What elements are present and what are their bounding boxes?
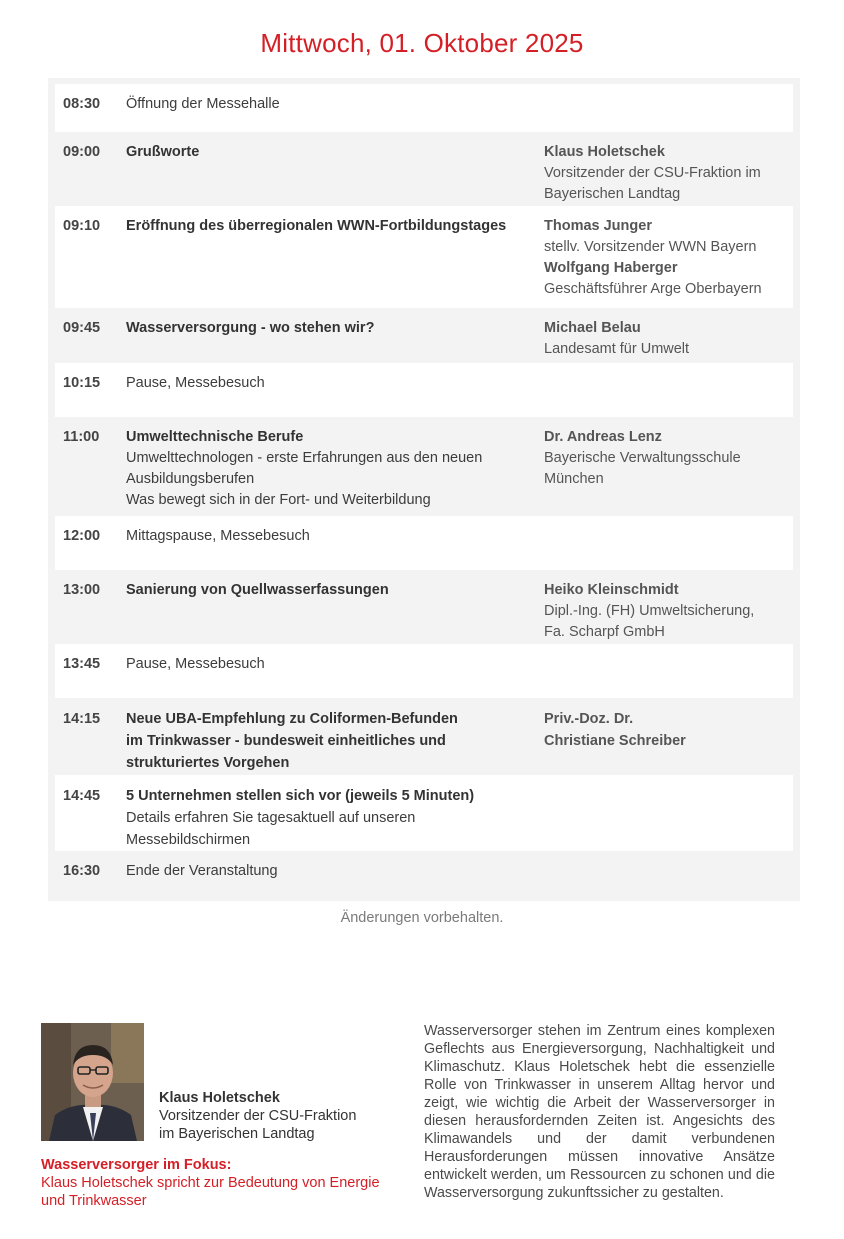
- person-role: im Bayerischen Landtag: [159, 1126, 315, 1142]
- topic-line: Ausbildungsberufen: [126, 471, 255, 487]
- row-time: 09:00: [63, 144, 101, 160]
- topic-line: Wasserversorgung - wo stehen wir?: [126, 320, 375, 336]
- row-time: 14:45: [63, 788, 101, 804]
- row-topic: [126, 708, 544, 775]
- focus-caption: [41, 1156, 401, 1210]
- topic-line: Umwelttechnologen - erste Erfahrungen aus den neuen: [126, 450, 483, 466]
- topic-line: Pause, Messebesuch: [126, 656, 265, 672]
- table-row: [55, 363, 793, 417]
- row-topic: [126, 526, 544, 570]
- row-topic: [126, 861, 544, 895]
- speaker-role: Dipl.-Ing. (FH) Umweltsicherung,: [544, 603, 755, 619]
- row-topic: [126, 654, 544, 698]
- row-speaker: [544, 216, 793, 308]
- topic-line: Öffnung der Messehalle: [126, 96, 280, 112]
- table-row: [55, 132, 793, 206]
- row-topic: [126, 318, 544, 363]
- table-row: [55, 516, 793, 570]
- topic-line: im Trinkwasser - bundesweit einheitliches und: [126, 733, 446, 749]
- table-row: [55, 775, 793, 851]
- speaker-role: München: [544, 471, 604, 487]
- table-row: [55, 851, 793, 895]
- focus-heading: Wasserversorger im Fokus:: [41, 1157, 232, 1173]
- table-row: [55, 206, 793, 308]
- row-topic: [126, 142, 544, 206]
- row-speaker: [544, 142, 793, 206]
- row-time: 16:30: [63, 863, 101, 879]
- topic-line: 5 Unternehmen stellen sich vor (jeweils 5 Minuten): [126, 788, 475, 804]
- row-speaker: [544, 580, 793, 644]
- speaker-role: Vorsitzender der CSU-Fraktion im: [544, 165, 761, 181]
- speaker-role: Fa. Scharpf GmbH: [544, 624, 665, 640]
- topic-line: Pause, Messebesuch: [126, 375, 265, 391]
- speaker-name: Klaus Holetschek: [544, 144, 665, 160]
- row-speaker: [544, 861, 793, 895]
- speaker-name: Thomas Junger: [544, 218, 652, 234]
- person-role: Vorsitzender der CSU-Fraktion: [159, 1108, 357, 1124]
- row-speaker: [544, 708, 793, 775]
- page-title: Mittwoch, 01. Oktober 2025: [260, 28, 584, 58]
- row-time: 09:10: [63, 218, 101, 234]
- row-topic: [126, 94, 544, 132]
- person-name: Klaus Holetschek: [159, 1090, 280, 1106]
- table-row: [55, 84, 793, 132]
- topic-line: Messebildschirmen: [126, 832, 251, 848]
- speaker-name: Dr. Andreas Lenz: [544, 429, 662, 445]
- topic-line: Mittagspause, Messebesuch: [126, 528, 310, 544]
- portrait-photo: [41, 1023, 144, 1141]
- row-speaker: [544, 526, 793, 570]
- topic-line: Umwelttechnische Berufe: [126, 429, 304, 445]
- speaker-role: Landesamt für Umwelt: [544, 341, 690, 357]
- row-time: 08:30: [63, 96, 101, 112]
- row-time: 13:45: [63, 656, 101, 672]
- speaker-role: Bayerische Verwaltungsschule: [544, 450, 741, 466]
- table-row: [55, 698, 793, 775]
- row-speaker: [544, 94, 793, 132]
- row-time: 14:15: [63, 711, 101, 727]
- topic-line: Ende der Veranstaltung: [126, 863, 278, 879]
- row-topic: [126, 785, 566, 851]
- topic-line: Sanierung von Quellwasserfassungen: [126, 582, 389, 598]
- speaker-role: Bayerischen Landtag: [544, 186, 681, 202]
- topic-line: strukturiertes Vorgehen: [126, 755, 290, 771]
- topic-line: Grußworte: [126, 144, 200, 160]
- table-row: [55, 308, 793, 363]
- row-topic: [126, 427, 544, 516]
- person-caption: [159, 1089, 356, 1143]
- row-time: 12:00: [63, 528, 101, 544]
- table-row: [55, 417, 793, 516]
- speaker-name: Wolfgang Haberger: [544, 260, 678, 276]
- row-time: 10:15: [63, 375, 101, 391]
- table-row: [55, 570, 793, 644]
- row-speaker: [544, 318, 793, 363]
- row-speaker: [544, 654, 793, 698]
- speaker-name: Priv.-Doz. Dr.: [544, 711, 634, 727]
- speaker-role: Geschäftsführer Arge Oberbayern: [544, 281, 762, 297]
- focus-text: Klaus Holetschek spricht zur Bedeutung von Energie: [41, 1175, 380, 1191]
- topic-line: Neue UBA-Empfehlung zu Coliformen-Befunden: [126, 711, 458, 727]
- speaker-name: Michael Belau: [544, 320, 641, 336]
- portrait-image: [41, 1023, 144, 1141]
- row-topic: [126, 373, 544, 417]
- topic-line: Was bewegt sich in der Fort- und Weiterbildung: [126, 492, 431, 508]
- row-speaker: [544, 373, 793, 417]
- row-topic: [126, 580, 544, 644]
- speaker-name: Christiane Schreiber: [544, 733, 686, 749]
- row-time: 13:00: [63, 582, 101, 598]
- description-paragraph: Wasserversorger stehen im Zentrum eines komplexen Geflechts aus Energieversorgung, Nachhaltigkeit und Klimaschutz. Klaus Holetschek hebt die essenzielle Rolle von Trinkwasser in unserem Alltag hervor und zeigt, wie wichtig die Arbeit der Wasserversorger in diesen herausfordernden Zeiten ist. Angesichts des Klimawandels und der damit verbundenen Herausforderungen müssen innovative Ansätze entwickelt werden, um Ressourcen zu schonen und die Wasserversorgung zukunftssicher zu gestalten.: [424, 1023, 775, 1201]
- disclaimer-note: Änderungen vorbehalten.: [340, 910, 504, 926]
- row-time: 09:45: [63, 320, 101, 336]
- table-row: [55, 644, 793, 698]
- speaker-name: Heiko Kleinschmidt: [544, 582, 679, 598]
- focus-text: und Trinkwasser: [41, 1193, 147, 1209]
- row-speaker: [566, 785, 793, 851]
- topic-line: Eröffnung des überregionalen WWN-Fortbildungstages: [126, 218, 507, 234]
- row-topic: [126, 216, 544, 308]
- speaker-role: stellv. Vorsitzender WWN Bayern: [544, 239, 757, 255]
- topic-line: Details erfahren Sie tagesaktuell auf unseren: [126, 810, 416, 826]
- row-time: 11:00: [63, 429, 100, 445]
- row-speaker: [544, 427, 793, 516]
- schedule-table: [48, 78, 800, 901]
